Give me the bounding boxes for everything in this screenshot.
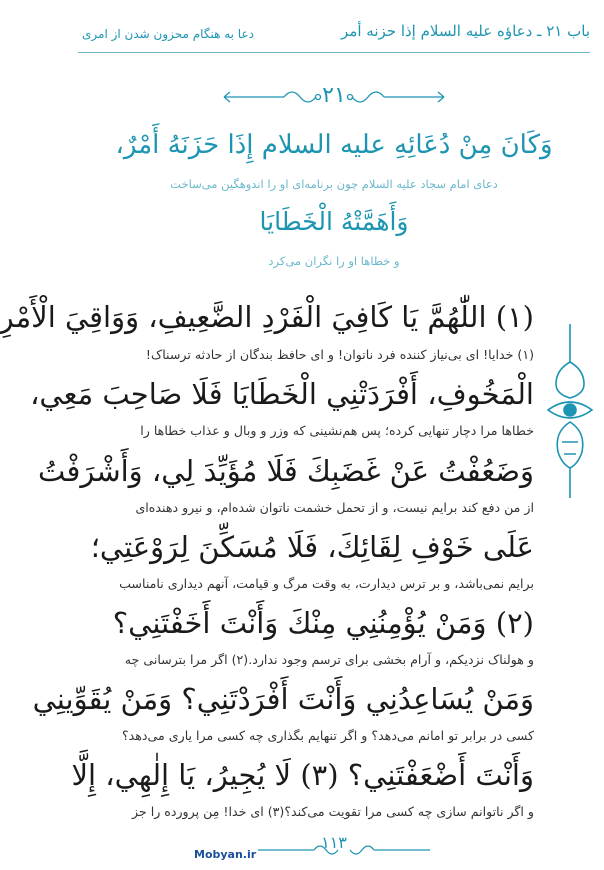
dua-title-persian: دعای امام سجاد علیه السلام چون برنامه‌ای او را اندوهگین می‌ساخت bbox=[170, 177, 498, 191]
dua-subtitle-arabic: وَأَهَمَّتْهُ الْخَطَايَا bbox=[259, 207, 409, 236]
dua-line-5-translation: و هولناک نزدیکم، و آرام بخشی برای ترسم وجود ندارد.(۲) اگر مرا بترسانی چه bbox=[124, 652, 534, 667]
side-ornament-icon bbox=[542, 322, 598, 500]
section-number: ۲۱ bbox=[322, 83, 346, 108]
dua-line-6-arabic: وَمَنْ يُسَاعِدُنِي وَأَنْتَ أَفْرَدْتَنِي؟ وَمَنْ يُقَوِّينِي bbox=[32, 682, 534, 716]
dua-title-arabic: وَكَانَ مِنْ دُعَائِهِ عليه السلام إِذَا حَزَنَهُ أَمْرٌ، bbox=[115, 130, 553, 160]
dua-line-3-arabic: وَضَعُفْتُ عَنْ غَضَبِكَ فَلَا مُؤَيِّدَ لِي، وَأَشْرَفْتُ bbox=[37, 454, 534, 488]
dua-line-4-arabic: عَلَى خَوْفِ لِقَائِكَ، فَلَا مُسَكِّنَ لِرَوْعَتِي؛ bbox=[90, 530, 534, 564]
dua-line-2-translation: خطاها مرا دچار تنهایی کرده؛ پس هم‌نشینی که وزر و وبال و عذاب خطاها را bbox=[140, 423, 534, 438]
dua-line-1-arabic: (۱) اللّٰهُمَّ يَا كَافِيَ الْفَرْدِ الضَّعِيفِ، وَوَاقِيَ الْأَمْرِ bbox=[0, 300, 534, 334]
dua-subtitle-persian: و خطاها او را نگران می‌کرد bbox=[268, 254, 400, 268]
chapter-title: باب ۲۱ ـ دعاؤه عليه السلام إذا حزنه أمر bbox=[341, 22, 590, 40]
dua-line-2-arabic: الْمَخُوفِ، أَفْرَدَتْنِي الْخَطَايَا فَلَا صَاحِبَ مَعِي، bbox=[30, 377, 534, 411]
page-header bbox=[64, 0, 604, 52]
dua-line-6-translation: کسی در برابر تو امانم می‌دهد؟ و اگر تنهایم بگذاری چه کسی مرا یاری می‌دهد؟ bbox=[121, 728, 534, 743]
chapter-subtitle: دعا به هنگام محزون شدن از امری bbox=[82, 27, 254, 41]
dua-line-3-translation: از من دفع کند برایم نیست، و از تحمل خشمت ناتوان شده‌ام، و نیرو دهنده‌ای bbox=[135, 500, 534, 515]
page-number: ۱۱۳ bbox=[321, 833, 347, 852]
dua-line-7-translation: و اگر ناتوانم سازی چه کسی مرا تقویت می‌کند؟(۳) ای خدا! مِن پرورده را جز bbox=[131, 804, 534, 819]
dua-line-1-translation: (۱) خدایا! ای بی‌نیاز کننده فرد ناتوان! و ای حافظ بندگان از حادثه ترسناک! bbox=[145, 347, 534, 362]
dua-line-5-arabic: (۲) وَمَنْ يُؤْمِنُنِي مِنْكَ وَأَنْتَ أَخَفْتَنِي؟ bbox=[112, 606, 534, 640]
site-link[interactable]: Mobyan.ir bbox=[194, 848, 257, 861]
dua-line-7-arabic: وَأَنْتَ أَضْعَفْتَنِي؟ (۳) لَا يُجِيرُ، يَا إِلٰهِي، إِلَّا bbox=[71, 758, 534, 792]
dua-line-4-translation: برایم نمی‌باشد، و بر ترس دیدارت، به وقت مرگ و قیامت، آنهم دیداری نامناسب bbox=[119, 576, 534, 591]
header-divider bbox=[78, 52, 590, 53]
